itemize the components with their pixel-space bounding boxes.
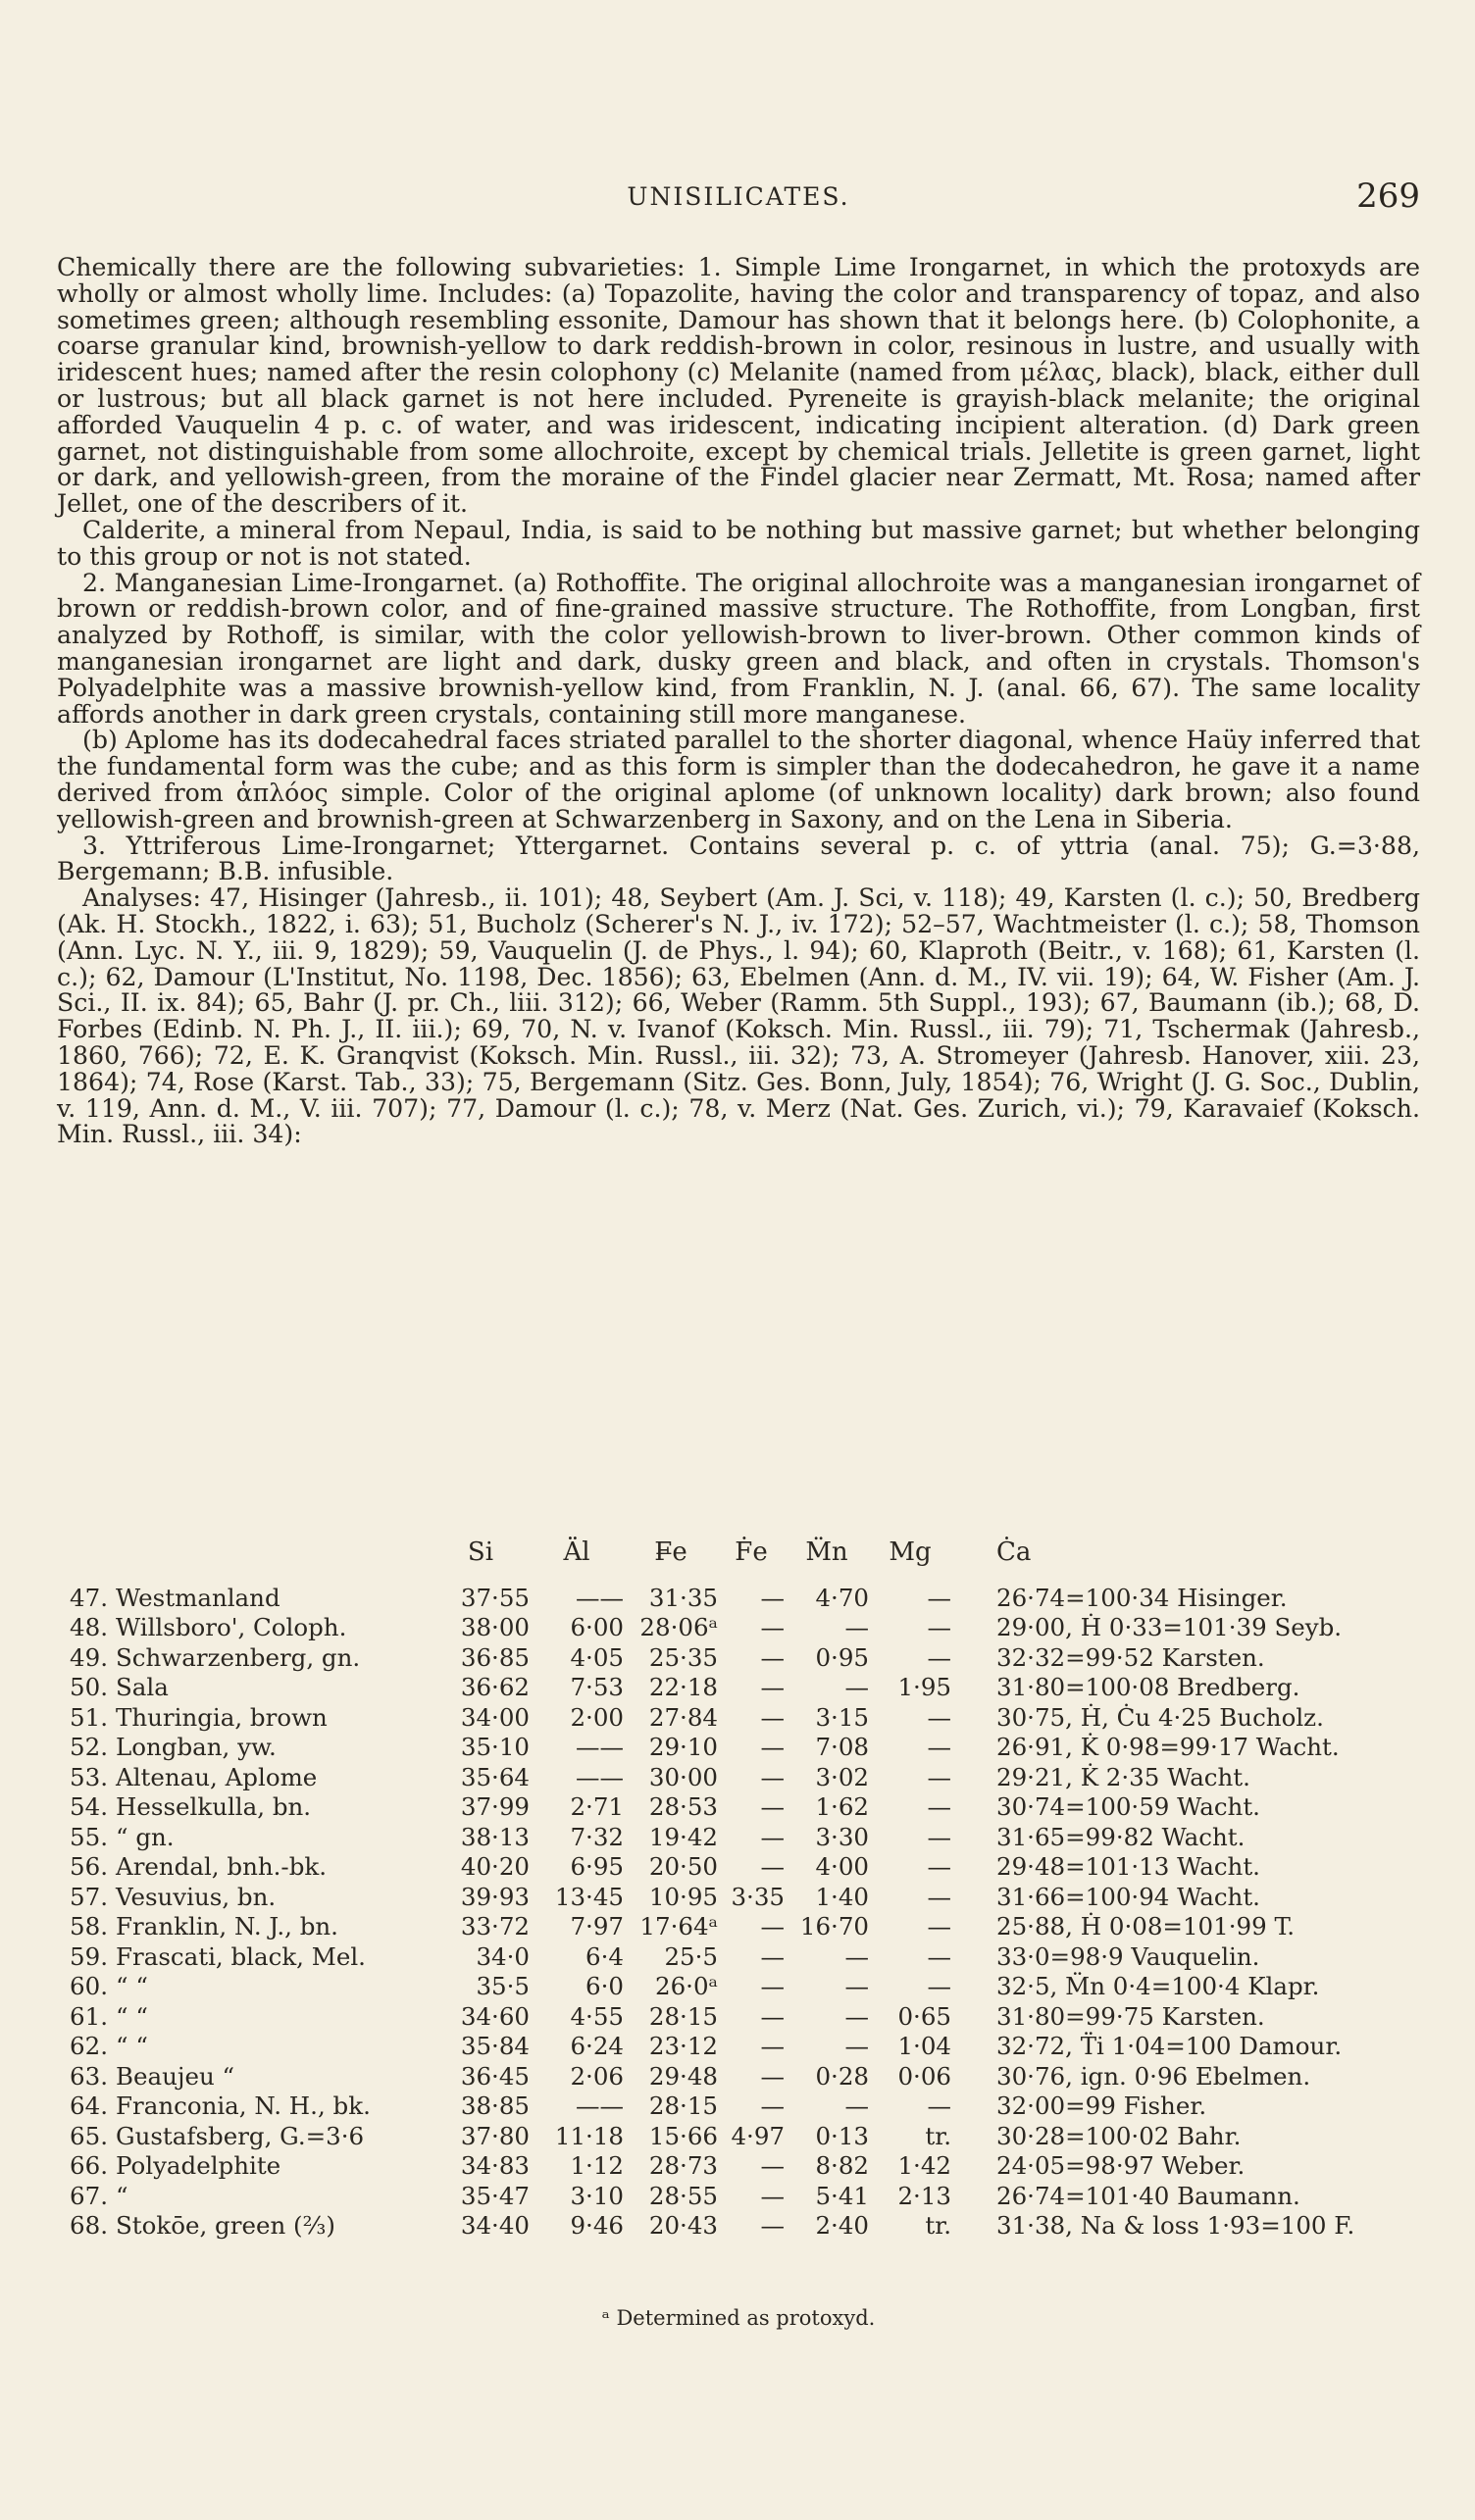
silica-value-cell: 36·45 [460,2061,530,2091]
manganese-value-cell: 8·82 [815,2151,869,2181]
manganese-value-cell: — [844,2032,869,2061]
alumina-value-cell: 9·46 [570,2211,624,2241]
iron-sesquioxide-value-cell: 28·55 [648,2181,718,2210]
analysis-number-cell: 61. [70,2001,108,2031]
locality-cell: Frascati, black, Mel. [116,1941,366,1971]
iron-sesquioxide-value-cell: 20·50 [648,1852,718,1882]
table-row [57,1852,1420,1883]
magnesia-value-cell: — [927,1941,951,1971]
analysis-number-cell: 48. [70,1613,108,1642]
column-header-iron-sesquioxide-value: F̶e [654,1537,687,1567]
manganese-value-cell: 0·28 [815,2061,869,2091]
table-row [57,2032,1420,2062]
manganese-value-cell: 1·62 [815,1792,869,1822]
paragraph-analyses-sources: Analyses: 47, Hisinger (Jahresb., ii. 101); 48, Seybert (Am. J. Sci, v. 118); 49, Karsten (l. c.); 50, Bredberg (Ak. H. Stockh., 1822, i. 63); 51, Bucholz (Scherer's N. J., iv. 172); 52–57, Wachtmeister (l. c.); 58, Thomson (Ann. Lyc. N. Y., iii. 9, 1829); 59, Vauquelin (J. de Phys., l. 94); 60, Klaproth (Beitr., v. 168); 61, Karsten (l. c.); 62, Damour (L'Institut, No. 1198, Dec. 1856); 63, Ebelmen (Ann. d. M., IV. vii. 19); 64, W. Fisher (Am. J. Sci., II. ix. 84); 65, Bahr (J. pr. Ch., liii. 312); 66, Weber (Ramm. 5th Suppl., 193); 67, Baumann (ib.); 68, D. Forbes (Edinb. N. Ph. J., II. iii.); 69, 70, N. v. Ivanof (Koksch. Min. Russl., iii. 79); 71, Tschermak (Jahresb., 1860, 766); 72, E. K. Granqvist (Koksch. Min. Russl., iii. 32); 73, A. Stromeyer (Jahresb. Hanover, xiii. 23, 1864); 74, Rose (Karst. Tab., 33); 75, Bergemann (Sitz. Ges. Bonn, July, 1854); 76, Wright (J. G. Soc., Dublin, v. 119, Ann. d. M., V. iii. 707); 77, Damour (l. c.); 78, v. Merz (Nat. Ges. Zurich, vi.); 79, Karavaief (Koksch. Min. Russl., iii. 34): [57,883,1420,1149]
column-header-locality [116,1537,432,1583]
paragraph-manganesian: 2. Manganesian Lime-Irongarnet. (a) Rothoffite. The original allochroite was a manganesian irongarnet of brown or reddish-brown color, and of fine-grained massive structure. The Rothoffite, from Longban, first analyzed by Rothoff, is similar, with the color yellowish-brown to liver-brown. Other common kinds of manganesian irongarnet are light and dark, dusky green and black, and often in crystals. Thomson's Polyadelphite was a massive brownish-yellow kind, from Franklin, N. J. (anal. 66, 67). The same locality affords another in dark green crystals, containing still more manganese. [57,568,1420,729]
silica-value-cell: 35·47 [460,2181,530,2210]
locality-cell: Willsboro', Coloph. [116,1613,347,1642]
iron-protoxide-value-cell: — [760,1792,785,1822]
silica-value-cell: 38·13 [460,1822,530,1851]
iron-protoxide-value-cell: — [760,1702,785,1732]
iron-protoxide-value-cell: — [760,2181,785,2210]
magnesia-value-cell: 1·42 [897,2151,951,2181]
alumina-value-cell: —— [576,1733,624,1762]
magnesia-value-cell: — [927,1792,951,1822]
iron-sesquioxide-value-cell: 17·64ᵃ [639,1912,718,1941]
analysis-number-cell: 63. [70,2061,108,2091]
lime-value-cell: 31·80=99·75 Karsten. [996,2001,1265,2031]
iron-protoxide-value-cell: — [760,1762,785,1791]
manganese-value-cell: 3·15 [815,1702,869,1732]
lime-value-cell: 29·21, K̇ 2·35 Wacht. [996,1762,1250,1791]
table-row [57,1642,1420,1673]
silica-value-cell: 37·80 [460,2121,530,2150]
alumina-value-cell: 4·55 [570,2001,624,2031]
analysis-number-cell: 57. [70,1882,108,1911]
table-body [57,1583,1420,2241]
analysis-number-cell: 54. [70,1792,108,1822]
iron-protoxide-value-cell: — [760,1613,785,1642]
table-row [57,1882,1420,1912]
iron-sesquioxide-value-cell: 20·43 [648,2211,718,2241]
table-row [57,1822,1420,1852]
silica-value-cell: 40·20 [460,1852,530,1882]
lime-value-cell: 26·91, K̇ 0·98=99·17 Wacht. [996,1733,1340,1762]
iron-sesquioxide-value-cell: 26·0ᵃ [654,1972,718,2001]
magnesia-value-cell: — [927,1852,951,1882]
analysis-number-cell: 52. [70,1733,108,1762]
column-header-alumina-value: Äl [563,1537,590,1567]
table-row [57,1673,1420,1703]
table-row [57,1941,1420,1972]
locality-cell: “ “ [116,2001,148,2031]
table-row [57,1583,1420,1613]
silica-value-cell: 33·72 [460,1912,530,1941]
analysis-number-cell: 50. [70,1673,108,1702]
silica-value-cell: 36·85 [460,1642,530,1672]
paragraph-yttriferous: 3. Yttriferous Lime-Irongarnet; Yttergarnet. Contains several p. c. of yttria (anal. 75); G.=3·88, Bergemann; B.B. infusible. [57,831,1420,886]
alumina-value-cell: 1·12 [570,2151,624,2181]
column-header-iron-protoxide-value: Ḟe [735,1537,768,1567]
lime-value-cell: 30·75, Ḣ, Ċu 4·25 Bucholz. [996,1702,1324,1732]
column-header-magnesia-value: Mg [889,1537,932,1567]
paragraph-calderite: Calderite, a mineral from Nepaul, India, is said to be nothing but massive garnet; but whether belonging to this group or not is not stated. [57,515,1420,571]
analysis-number-cell: 58. [70,1912,108,1941]
iron-protoxide-value-cell: 3·35 [731,1882,785,1911]
locality-cell: “ “ [116,1972,148,2001]
iron-sesquioxide-value-cell: 28·53 [648,1792,718,1822]
alumina-value-cell: 7·97 [570,1912,624,1941]
iron-protoxide-value-cell: — [760,2092,785,2121]
table-row [57,2181,1420,2211]
analysis-number-cell: 66. [70,2151,108,2181]
iron-protoxide-value-cell: — [760,2151,785,2181]
silica-value-cell: 38·85 [460,2092,530,2121]
alumina-value-cell: —— [576,2092,624,2121]
analysis-number-cell: 65. [70,2121,108,2150]
lime-value-cell: 32·00=99 Fisher. [996,2092,1207,2121]
manganese-value-cell: 16·70 [799,1912,869,1941]
locality-cell: Westmanland [116,1583,280,1612]
table-row [57,1762,1420,1792]
table-row [57,2092,1420,2122]
iron-sesquioxide-value-cell: 23·12 [648,2032,718,2061]
magnesia-value-cell: 0·06 [897,2061,951,2091]
alumina-value-cell: 3·10 [570,2181,624,2210]
iron-protoxide-value-cell: — [760,2032,785,2061]
manganese-value-cell: — [844,1613,869,1642]
manganese-value-cell: 7·08 [815,1733,869,1762]
running-title: UNISILICATES. [627,182,850,211]
body-text [57,255,1420,1148]
locality-cell: Polyadelphite [116,2151,281,2181]
magnesia-value-cell: — [927,1882,951,1911]
column-header-manganese-value: M̈n [805,1537,848,1567]
magnesia-value-cell: — [927,1642,951,1672]
locality-cell: “ “ [116,2032,148,2061]
analysis-number-cell: 55. [70,1822,108,1851]
iron-protoxide-value-cell: — [760,1852,785,1882]
iron-sesquioxide-value-cell: 10·95 [648,1882,718,1911]
iron-protoxide-value-cell: — [760,2211,785,2241]
table-row [57,2001,1420,2032]
iron-sesquioxide-value-cell: 27·84 [648,1702,718,1732]
alumina-value-cell: 6·24 [570,2032,624,2061]
analysis-number-cell: 60. [70,1972,108,2001]
lime-value-cell: 29·00, Ḣ 0·33=101·39 Seyb. [996,1613,1343,1642]
iron-sesquioxide-value-cell: 31·35 [648,1583,718,1612]
column-header-silica-value: Si [467,1537,494,1567]
alumina-value-cell: 2·00 [570,1702,624,1732]
manganese-value-cell: — [844,1941,869,1971]
locality-cell: Hesselkulla, bn. [116,1792,312,1822]
lime-value-cell: 30·28=100·02 Bahr. [996,2121,1242,2150]
alumina-value-cell: 11·18 [554,2121,624,2150]
iron-protoxide-value-cell: — [760,1941,785,1971]
lime-value-cell: 30·76, ign. 0·96 Ebelmen. [996,2061,1311,2091]
locality-cell: Sala [116,1673,169,1702]
silica-value-cell: 38·00 [460,1613,530,1642]
alumina-value-cell: 6·95 [570,1852,624,1882]
manganese-value-cell: 5·41 [815,2181,869,2210]
paragraph-subvarieties: Chemically there are the following subvarieties: 1. Simple Lime Irongarnet, in which the protoxyds are wholly or almost wholly lime. Includes: (a) Topazolite, having the color and transparency of topaz, and also sometimes green; although resembling essonite, Damour has shown that it belongs here. (b) Colophonite, a coarse granular kind, brownish-yellow to dark reddish-brown in color, resinous in lustre, and usually with iridescent hues; named after the resin colophony (c) Melanite (named from μέλας, black), black, either dull or lustrous; but all black garnet is not here included. Pyreneite is grayish-black melanite; the original afforded Vauquelin 4 p. c. of water, and was iridescent, indicating incipient alteration. (d) Dark green garnet, not distinguishable from some allochroite, except by chemical trials. Jelletite is green garnet, light or dark, and yellowish-green, from the moraine of the Findel glacier near Zermatt, Mt. Rosa; named after Jellet, one of the describers of it. [57,253,1420,519]
magnesia-value-cell: — [927,1733,951,1762]
magnesia-value-cell: 1·04 [897,2032,951,2061]
iron-sesquioxide-value-cell: 28·73 [648,2151,718,2181]
iron-protoxide-value-cell: 4·97 [731,2121,785,2150]
locality-cell: Schwarzenberg, gn. [116,1642,361,1672]
iron-protoxide-value-cell: — [760,1822,785,1851]
alumina-value-cell: —— [576,1762,624,1791]
alumina-value-cell: —— [576,1583,624,1612]
magnesia-value-cell: tr. [925,2121,951,2150]
iron-protoxide-value-cell: — [760,1972,785,2001]
iron-sesquioxide-value-cell: 29·48 [648,2061,718,2091]
table-row [57,1792,1420,1823]
manganese-value-cell: — [844,1972,869,2001]
silica-value-cell: 36·62 [460,1673,530,1702]
locality-cell: Vesuvius, bn. [116,1882,277,1911]
iron-sesquioxide-value-cell: 29·10 [648,1733,718,1762]
lime-value-cell: 33·0=98·9 Vauquelin. [996,1941,1260,1971]
magnesia-value-cell: — [927,1613,951,1642]
table-row [57,1972,1420,2002]
manganese-value-cell: 0·95 [815,1642,869,1672]
silica-value-cell: 34·83 [460,2151,530,2181]
column-header-analysis-number [57,1537,116,1583]
analysis-number-cell: 51. [70,1702,108,1732]
manganese-value-cell: 4·00 [815,1852,869,1882]
alumina-value-cell: 6·4 [585,1941,624,1971]
iron-protoxide-value-cell: — [760,1912,785,1941]
lime-value-cell: 31·38, Na & loss 1·93=100 F. [996,2211,1355,2241]
magnesia-value-cell: — [927,1762,951,1791]
iron-protoxide-value-cell: — [760,1583,785,1612]
alumina-value-cell: 2·06 [570,2061,624,2091]
iron-sesquioxide-value-cell: 28·15 [648,2092,718,2121]
column-header-lime-value: Ċa [996,1537,1032,1567]
manganese-value-cell: — [844,2001,869,2031]
manganese-value-cell: — [844,1673,869,1702]
magnesia-value-cell: 2·13 [897,2181,951,2210]
alumina-value-cell: 6·0 [585,1972,624,2001]
iron-protoxide-value-cell: — [760,1642,785,1672]
silica-value-cell: 34·60 [460,2001,530,2031]
iron-sesquioxide-value-cell: 28·15 [648,2001,718,2031]
iron-sesquioxide-value-cell: 30·00 [648,1762,718,1791]
analysis-number-cell: 59. [70,1941,108,1971]
locality-cell: Thuringia, brown [116,1702,328,1732]
table-row [57,2061,1420,2092]
magnesia-value-cell: — [927,1972,951,2001]
analysis-number-cell: 56. [70,1852,108,1882]
lime-value-cell: 32·72, T̈i 1·04=100 Damour. [996,2032,1343,2061]
silica-value-cell: 37·99 [460,1792,530,1822]
table-row [57,1733,1420,1763]
alumina-value-cell: 2·71 [570,1792,624,1822]
magnesia-value-cell: tr. [925,2211,951,2241]
page-number: 269 [1356,176,1420,216]
silica-value-cell: 35·5 [476,1972,530,2001]
table-row [57,2121,1420,2151]
locality-cell: Altenau, Aplome [116,1762,318,1791]
manganese-value-cell: 3·30 [815,1822,869,1851]
table-row [57,1702,1420,1733]
silica-value-cell: 35·84 [460,2032,530,2061]
iron-sesquioxide-value-cell: 25·35 [648,1642,718,1672]
alumina-value-cell: 7·53 [570,1673,624,1702]
analysis-number-cell: 67. [70,2181,108,2210]
silica-value-cell: 39·93 [460,1882,530,1911]
iron-protoxide-value-cell: — [760,2061,785,2091]
locality-cell: Gustafsberg, G.=3·6 [116,2121,365,2150]
analyses-table [57,1537,1420,2241]
iron-protoxide-value-cell: — [760,1673,785,1702]
table-row [57,2151,1420,2182]
iron-protoxide-value-cell: — [760,1733,785,1762]
magnesia-value-cell: 0·65 [897,2001,951,2031]
iron-protoxide-value-cell: — [760,2001,785,2031]
page-header [57,176,1420,222]
magnesia-value-cell: — [927,1702,951,1732]
locality-cell: Stokōe, green (⅔) [116,2211,335,2241]
lime-value-cell: 24·05=98·97 Weber. [996,2151,1246,2181]
iron-sesquioxide-value-cell: 19·42 [648,1822,718,1851]
analysis-number-cell: 47. [70,1583,108,1612]
iron-sesquioxide-value-cell: 25·5 [664,1941,718,1971]
silica-value-cell: 35·10 [460,1733,530,1762]
locality-cell: “ [116,2181,128,2210]
analysis-number-cell: 53. [70,1762,108,1791]
locality-cell: Arendal, bnh.-bk. [116,1852,328,1882]
lime-value-cell: 25·88, Ḣ 0·08=101·99 T. [996,1912,1295,1941]
alumina-value-cell: 13·45 [554,1882,624,1911]
locality-cell: Longban, yw. [116,1733,277,1762]
manganese-value-cell: 3·02 [815,1762,869,1791]
iron-sesquioxide-value-cell: 15·66 [648,2121,718,2150]
alumina-value-cell: 4·05 [570,1642,624,1672]
lime-value-cell: 31·80=100·08 Bredberg. [996,1673,1300,1702]
silica-value-cell: 34·00 [460,1702,530,1732]
table-header-row [57,1537,1420,1583]
table-row [57,1912,1420,1942]
lime-value-cell: 26·74=101·40 Baumann. [996,2181,1300,2210]
magnesia-value-cell: — [927,1912,951,1941]
manganese-value-cell: 1·40 [815,1882,869,1911]
manganese-value-cell: 2·40 [815,2211,869,2241]
locality-cell: “ gn. [116,1822,175,1851]
iron-sesquioxide-value-cell: 22·18 [648,1673,718,1702]
iron-sesquioxide-value-cell: 28·06ᵃ [639,1613,718,1642]
magnesia-value-cell: — [927,2092,951,2121]
lime-value-cell: 30·74=100·59 Wacht. [996,1792,1260,1822]
magnesia-value-cell: — [927,1822,951,1851]
silica-value-cell: 37·55 [460,1583,530,1612]
paragraph-aplome: (b) Aplome has its dodecahedral faces striated parallel to the shorter diagonal, whence Haüy inferred that the fundamental form was the cube; and as this form is simpler than the dodecahedron, he gave it a name derived from ἁπλόος simple. Color of the original aplome (of unknown locality) dark brown; also found yellowish-green and brownish-green at Schwarzenberg in Saxony, and on the Lena in Siberia. [57,726,1420,833]
alumina-value-cell: 6·00 [570,1613,624,1642]
silica-value-cell: 34·0 [476,1941,530,1971]
analysis-number-cell: 68. [70,2211,108,2241]
lime-value-cell: 31·65=99·82 Wacht. [996,1822,1246,1851]
lime-value-cell: 29·48=101·13 Wacht. [996,1852,1260,1882]
locality-cell: Beaujeu “ [116,2061,235,2091]
manganese-value-cell: — [844,2092,869,2121]
silica-value-cell: 35·64 [460,1762,530,1791]
analysis-number-cell: 64. [70,2092,108,2121]
lime-value-cell: 26·74=100·34 Hisinger. [996,1583,1288,1612]
lime-value-cell: 32·32=99·52 Karsten. [996,1642,1265,1672]
lime-value-cell: 32·5, M̈n 0·4=100·4 Klapr. [996,1972,1320,2001]
locality-cell: Franklin, N. J., bn. [116,1912,338,1941]
lime-value-cell: 31·66=100·94 Wacht. [996,1882,1260,1911]
manganese-value-cell: 0·13 [815,2121,869,2150]
analysis-number-cell: 62. [70,2032,108,2061]
silica-value-cell: 34·40 [460,2211,530,2241]
analysis-number-cell: 49. [70,1642,108,1672]
footnote: ᵃ Determined as protoxyd. [601,2306,876,2330]
table-row [57,1613,1420,1643]
table-row [57,2211,1420,2242]
magnesia-value-cell: 1·95 [897,1673,951,1702]
magnesia-value-cell: — [927,1583,951,1612]
alumina-value-cell: 7·32 [570,1822,624,1851]
manganese-value-cell: 4·70 [815,1583,869,1612]
locality-cell: Franconia, N. H., bk. [116,2092,371,2121]
